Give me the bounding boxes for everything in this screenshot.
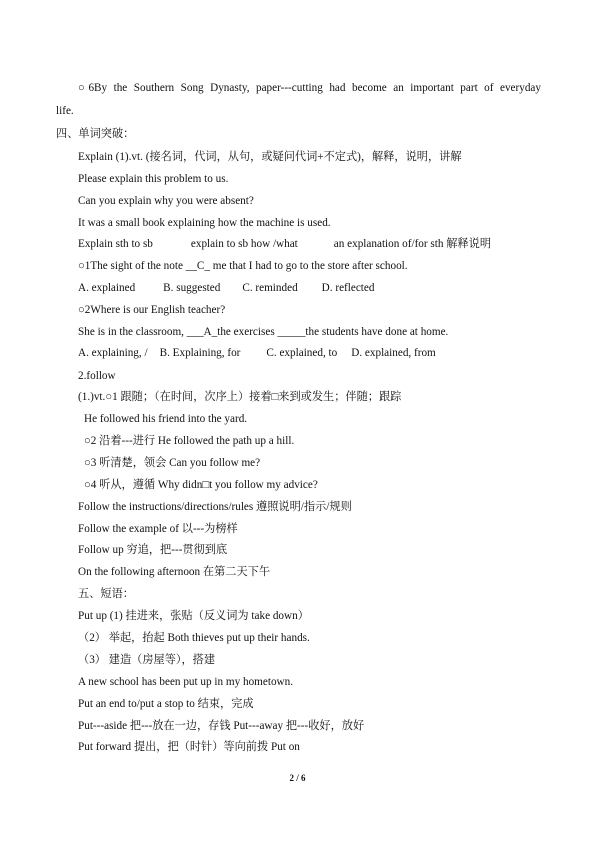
phrase-line: Follow the instructions/directions/rules 遵照说明/指示/规则 [78,501,352,513]
option: C. explained, to [266,347,338,359]
phrase: explain to sb how /what [190,238,298,250]
example-sentence: He followed his friend into the yard. [84,413,248,425]
question-line: ○2Where is our English teacher? [78,304,226,316]
question-line: ○1The sight of the note __C_ me that I had to go to the store after school. [78,260,408,272]
option: C. reminded [242,282,298,294]
phrase-line: On the following afternoon 在第二天下午 [78,566,271,578]
section-heading: 五、短语： [78,588,134,600]
phrase-line: （2） 举起，抬起 Both thieves put up their hands. [78,632,310,644]
example-sentence: A new school has been put up in my hometown. [78,676,294,688]
paragraph-line: ○2 沿着---进行 He followed the path up a hill. [84,435,295,447]
phrase: an explanation of/for sth 解释说明 [333,238,492,250]
example-sentence: Can you explain why you were absent? [78,195,254,207]
paragraph-line: (1.)vt.○1 跟随；（在时间，次序上）接着□来到或发生；伴随；跟踪 [78,391,402,403]
phrase-line: （3） 建造（房屋等），搭建 [78,654,216,666]
example-sentence: It was a small book explaining how the machine is used. [78,217,331,229]
phrase-line: Put up (1) 挂进来，张贴（反义词为 take down） [78,610,309,622]
word-heading: 2.follow [78,370,116,382]
option: A. explaining, / [78,347,148,359]
phrase: Explain sth to sb [78,238,153,250]
option: D. reflected [321,282,375,294]
option: B. suggested [163,282,221,294]
phrase-line: Put an end to/put a stop to 结束，完成 [78,698,254,710]
options-row [78,346,436,360]
phrase-row [78,237,491,251]
option: B. Explaining, for [159,347,241,359]
paragraph-line: ○3 听清楚，领会 Can you follow me? [84,457,261,469]
phrase-line: Follow up 穷追，把---贯彻到底 [78,544,228,556]
options-row [78,281,374,295]
question-line: She is in the classroom, ___A_the exercises _____the students have done at home. [78,326,449,338]
section-heading: 四、单词突破： [56,128,135,140]
option: D. explained, from [351,347,436,359]
option: A. explained [78,282,136,294]
page-number: 2 / 6 [289,773,306,783]
paragraph-line: ○4 听从，遵循 Why didn□t you follow my advice? [84,479,318,491]
phrase-line: Follow the example of 以---为榜样 [78,523,238,535]
paragraph-line: life. [56,105,74,117]
phrase-line: Put forward 提出，把（时针）等向前拨 Put on [78,741,300,753]
phrase-line: Put---aside 把---放在一边，存钱 Put---away 把---收好，放好 [78,720,365,732]
example-sentence: Please explain this problem to us. [78,173,229,185]
paragraph-line: ○6By the Southern Song Dynasty, paper---cutting had become an important part of everyday [78,82,541,94]
paragraph-line: Explain (1).vt. (接名词，代词，从句，或疑问代词+不定式)，解释，说明，讲解 [78,151,462,163]
